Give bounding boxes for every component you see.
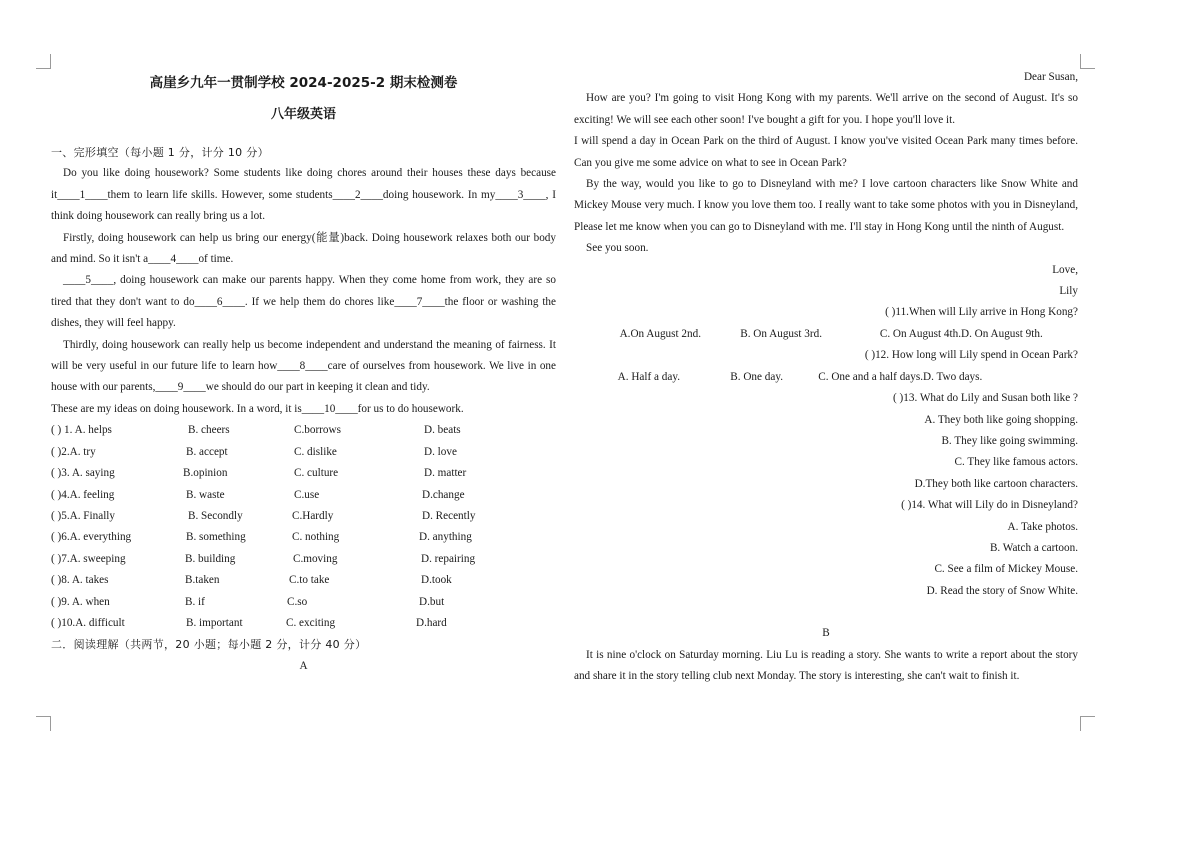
question-14-option: B. Watch a cartoon. — [989, 541, 1078, 554]
left-column — [51, 70, 556, 677]
cloze-paragraph: ____5____, doing housework can make our parents happy. When they come home from work, they are so tired that they don't want to do____6____. If we help them do chores like____7____the floor or washing the dishes, they will feel happy. — [51, 274, 556, 330]
cloze-question: ( )4.A. feeling B. waste C.use D.change — [51, 488, 465, 501]
section2-heading: 二．阅读理解（共两节，20 小题；每小题 2 分，计分 40 分） — [51, 638, 367, 652]
part-a-label: A — [299, 659, 308, 672]
cloze-paragraph: Firstly, doing housework can help us bring our energy(能量)back. Doing housework relaxes both our body and mind. So it isn't a____4____of time. — [51, 231, 556, 266]
letter-closing: Love, — [1052, 263, 1078, 276]
letter-paragraph: By the way, would you like to go to Disneyland with me? I love cartoon characters like Snow White and Mickey Mouse very much. I know you love them too. I really want to take some photos with you in Disneyland, Please let me know when you can go to Disneyland with me. I'll stay in Hong Kong until the ninth of August. — [574, 178, 1078, 233]
part-b-paragraph: It is nine o'clock on Saturday morning. Liu Lu is reading a story. She wants to write a report about the story and share it in the story telling club next Monday. The story is interesting, she can't wait to finish it. — [574, 648, 1078, 682]
part-b-label: B — [822, 627, 830, 640]
letter-paragraph: See you soon. — [586, 242, 649, 255]
cloze-paragraph: Do you like doing housework? Some students like doing chores around their houses these days because it____1____them to learn life skills. However, some students____2____doing housework. In my____3____, I think doing housework can really bring us a lot. — [51, 167, 556, 223]
question-11-options: A.On August 2nd. B. On August 3rd. C. On August 4th. D. On August 9th. — [619, 327, 1043, 340]
crop-mark-top-left — [36, 54, 51, 69]
cloze-question: ( )7.A. sweeping B. building C.moving D. repairing — [51, 552, 476, 565]
letter-paragraph: I will spend a day in Ocean Park on the third of August. I know you've visited Ocean Park many times before. Can you give me some advice on what to see in Ocean Park? — [574, 135, 1078, 169]
crop-mark-top-right — [1080, 54, 1095, 69]
question-14-stem: ( )14. What will Lily do in Disneyland? — [901, 499, 1078, 512]
cloze-paragraph: These are my ideas on doing housework. In a word, it is____10____for us to do housework. — [51, 402, 464, 415]
crop-mark-bottom-right — [1080, 716, 1095, 731]
cloze-question: ( )5.A. Finally B. Secondly C.Hardly D. Recently — [51, 509, 476, 522]
cloze-question: ( )6.A. everything B. something C. nothing D. anything — [51, 531, 472, 544]
cloze-question: ( )10.A. difficult B. important C. exciting D.hard — [51, 616, 447, 629]
letter-greeting: Dear Susan, — [1023, 71, 1078, 83]
question-13-option: A. They both like going shopping. — [924, 413, 1078, 426]
cloze-question: ( )8. A. takes B.taken C.to take D.took — [51, 574, 452, 587]
question-14-option: C. See a film of Mickey Mouse. — [934, 563, 1078, 576]
cloze-questions — [51, 420, 556, 634]
crop-mark-bottom-left — [36, 716, 51, 731]
letter-signature: Lily — [1059, 285, 1078, 298]
question-13-stem: ( )13. What do Lily and Susan both like ? — [893, 392, 1078, 405]
cloze-question: ( )2.A. try B. accept C. dislike D. love — [51, 445, 457, 458]
question-14-option: A. Take photos. — [1007, 520, 1078, 533]
question-14-option: D. Read the story of Snow White. — [926, 584, 1078, 597]
cloze-question: ( ) 1. A. helps B. cheers C.borrows D. beats — [51, 424, 461, 437]
question-13-option: D.They both like cartoon characters. — [914, 477, 1078, 490]
exam-title: 高崖乡九年一贯制学校 2024-2025-2 期末检测卷 — [149, 75, 458, 91]
cloze-question: ( )3. A. saying B.opinion C. culture D. matter — [51, 467, 467, 480]
right-column — [574, 67, 1078, 687]
cloze-question: ( )9. A. when B. if C.so D.but — [51, 595, 445, 608]
question-13-option: C. They like famous actors. — [954, 456, 1078, 469]
letter-paragraph: How are you? I'm going to visit Hong Kong with my parents. We'll arrive on the second of August. It's so exciting! We will see each other soon! I've bought a gift for you. I hope you'll love it. — [574, 92, 1078, 126]
section1-heading: 一、完形填空（每小题 1 分，计分 10 分） — [51, 146, 269, 159]
exam-subtitle: 八年级英语 — [270, 107, 336, 122]
question-12-options: A. Half a day. B. One day. C. One and a half days. D. Two days. — [617, 370, 983, 383]
question-11-stem: ( )11.When will Lily arrive in Hong Kong? — [885, 306, 1078, 319]
question-12-stem: ( )12. How long will Lily spend in Ocean Park? — [864, 349, 1078, 362]
question-13-option: B. They like going swimming. — [941, 434, 1078, 447]
cloze-paragraph: Thirdly, doing housework can really help us become independent and understand the meaning of fairness. It will be very useful in our future life to learn how____8____care of ourselves from housework. We live in one house with our parents,____9____we should do our part in keeping it clean and tidy. — [51, 338, 556, 394]
